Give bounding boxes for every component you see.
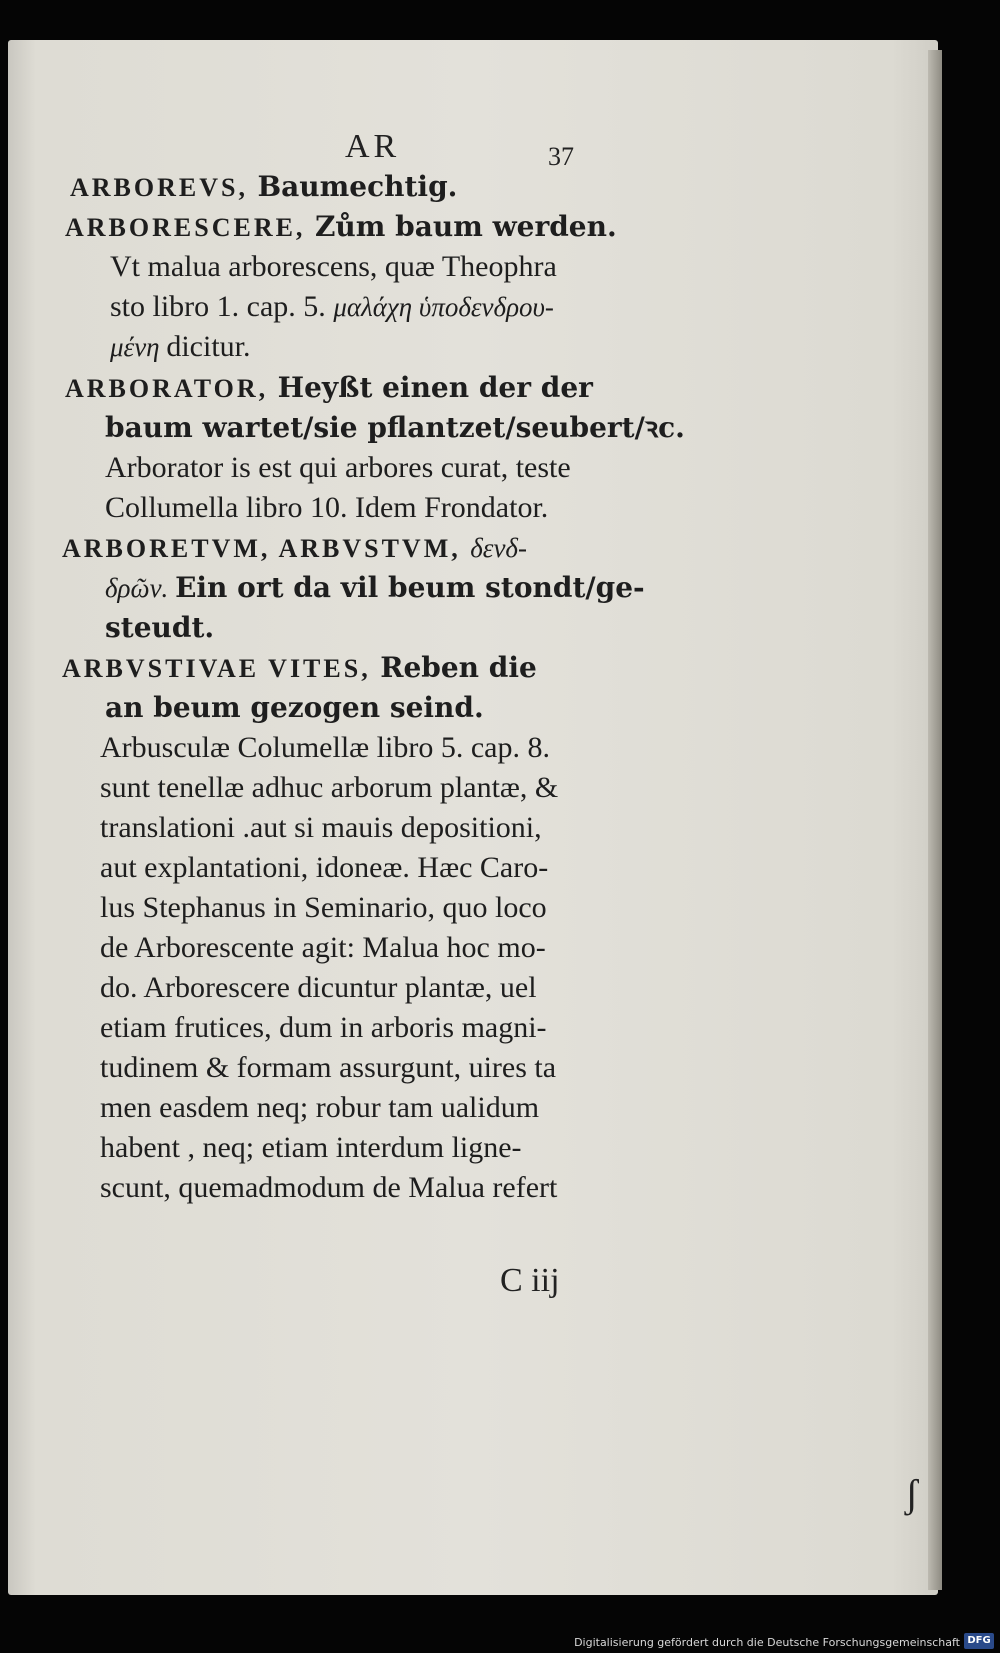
latin-text: sunt tenellæ adhuc arborum plantæ, & <box>100 771 559 804</box>
text-line <box>110 292 554 322</box>
digitization-credit: Digitalisierung gefördert durch die Deutsche Forschungsgemeinschaft <box>574 1636 960 1649</box>
margin-mark: ʃ <box>905 1471 919 1516</box>
text-line <box>65 212 617 242</box>
text-line <box>105 453 571 483</box>
page-edge <box>928 50 942 1590</box>
german-text: baum wartet/sie pflantzet/seubert/ꝛc. <box>105 411 685 444</box>
text-line <box>100 893 547 923</box>
running-head: AR <box>345 128 401 165</box>
signature-mark: C iij <box>500 1262 560 1299</box>
german-text: an beum gezogen seind. <box>105 691 484 724</box>
german-text: Reben die <box>380 651 537 684</box>
greek-text: μένη <box>110 332 167 362</box>
text-line <box>100 1093 539 1123</box>
text-line <box>100 813 542 843</box>
latin-text: Arbusculæ Columellæ libro 5. cap. 8. <box>100 731 550 764</box>
latin-text: de Arborescente agit: Malua hoc mo- <box>100 931 546 964</box>
text-line <box>105 573 645 603</box>
latin-text: aut explantationi, idoneæ. Hæc Caro- <box>100 851 549 884</box>
text-line <box>70 172 457 202</box>
text-line <box>65 373 593 403</box>
latin-text: do. Arborescere dicuntur plantæ, uel <box>100 971 537 1004</box>
latin-text: lus Stephanus in Seminario, quo loco <box>100 891 547 924</box>
german-text: Baumechtig. <box>257 170 458 203</box>
text-line <box>105 693 484 723</box>
head-term-text: ARBORETVM, ARBVSTVM, <box>62 534 471 563</box>
latin-text: habent , neq; etiam interdum ligne- <box>100 1131 522 1164</box>
latin-text: Collumella libro 10. Idem Frondator. <box>105 491 549 524</box>
text-line <box>100 773 558 803</box>
german-text: Zům baum werden. <box>314 210 617 243</box>
text-line <box>105 613 214 643</box>
latin-text: Arborator is est qui arbores curat, teste <box>105 451 571 484</box>
latin-text: etiam frutices, dum in arboris magni- <box>100 1011 547 1044</box>
page-number: 37 <box>548 142 574 171</box>
text-line <box>100 1173 557 1203</box>
latin-text: men easdem neq; robur tam ualidum <box>100 1091 540 1124</box>
greek-text: δρῶν. <box>105 573 176 603</box>
text-line <box>110 332 250 362</box>
head-term-text: ARBOREVS, <box>70 173 258 202</box>
head-term-text: ARBVSTIVAE VITES, <box>62 654 381 683</box>
text-line <box>100 853 548 883</box>
latin-text: sto libro 1. cap. 5. <box>110 290 334 323</box>
text-line <box>110 252 557 282</box>
text-line <box>100 933 546 963</box>
latin-text: tudinem & formam assurgunt, uires ta <box>100 1051 557 1084</box>
text-line <box>105 493 548 523</box>
latin-text: Vt malua arborescens, quæ Theophra <box>110 250 557 283</box>
text-line <box>100 1133 522 1163</box>
latin-text: dicitur. <box>166 330 251 363</box>
greek-text: δενδ- <box>470 533 527 563</box>
text-line <box>100 1053 556 1083</box>
german-text: steudt. <box>105 611 215 644</box>
text-line <box>62 533 527 563</box>
text-line <box>100 733 550 763</box>
greek-text: μαλάχη ὑποδενδρου- <box>333 292 554 322</box>
german-text: Ein ort da vil beum stondt/ge- <box>175 571 645 604</box>
text-line <box>105 413 685 443</box>
head-term-text: ARBORATOR, <box>65 374 278 403</box>
text-line <box>100 1013 547 1043</box>
latin-text: scunt, quemadmodum de Malua refert <box>100 1171 558 1204</box>
latin-text: translationi .aut si mauis depositioni, <box>100 811 542 844</box>
dfg-logo: DFG <box>964 1633 994 1649</box>
text-line <box>100 973 537 1003</box>
german-text: Heyßt einen der der <box>277 371 593 404</box>
head-term-text: ARBORESCERE, <box>65 213 315 242</box>
text-line <box>62 653 537 683</box>
